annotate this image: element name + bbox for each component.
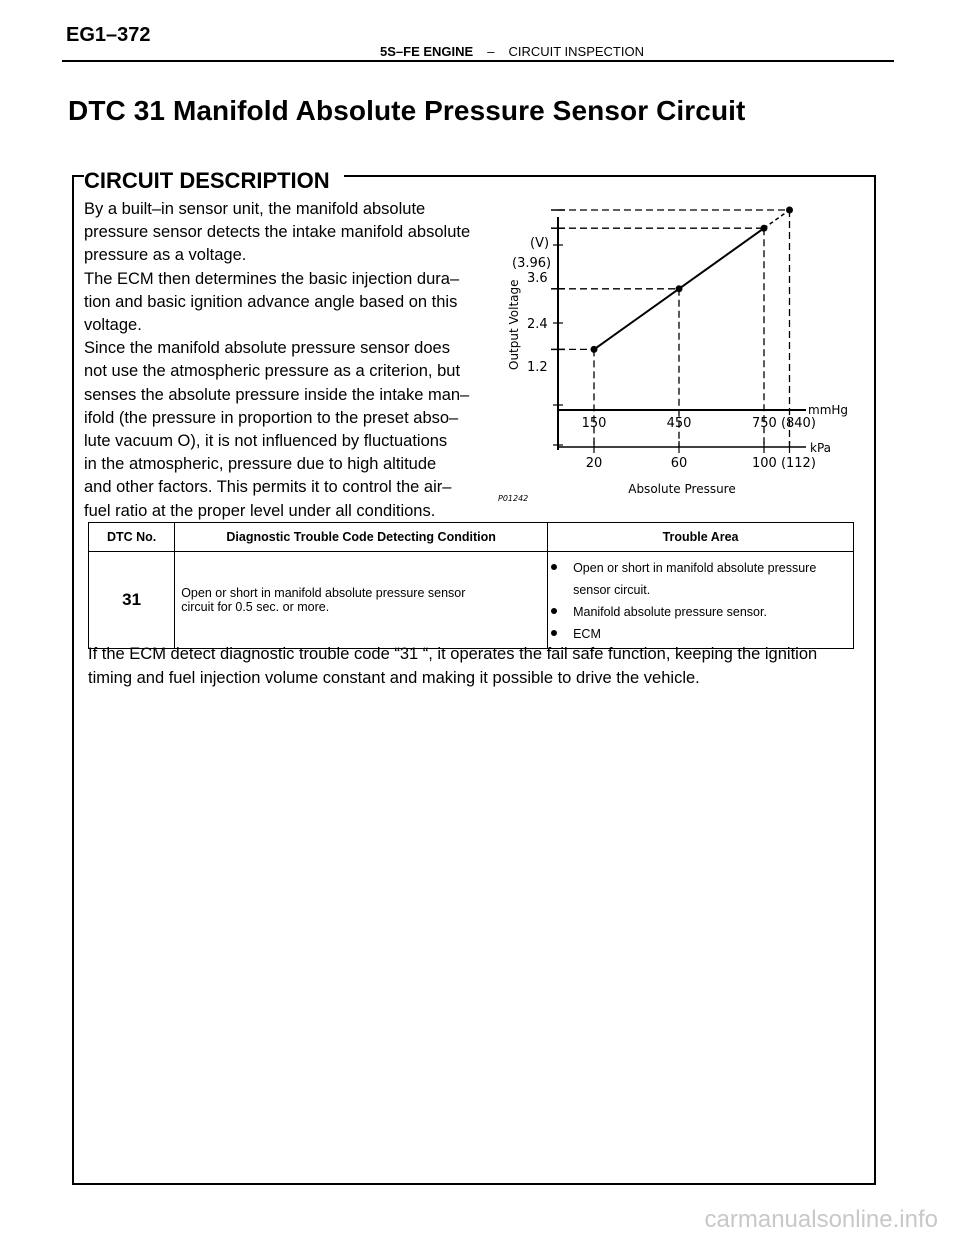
frame-top-left [72,175,84,177]
list-item: ECM [549,623,852,645]
data-point [591,346,598,353]
output-voltage-graph [496,205,876,510]
note-line: If the ECM detect diagnostic trouble code “31 “, it operates the fail safe function, keeping the ignition [88,645,818,663]
y-tick-label: 3.6 [527,271,548,286]
data-point [676,285,683,292]
description-line: Since the manifold absolute pressure sensor does [84,339,450,358]
series-extension-line [764,210,790,228]
description-line: By a built–in sensor unit, the manifold absolute [84,200,426,218]
condition-cell [175,552,548,649]
header-rule [62,60,894,62]
header-dtc-no: DTC No. [89,523,175,552]
x-tick-label-mmhg: 450 [666,416,692,431]
frame-top-right [344,175,874,177]
note-line: timing and fuel injection volume constant and making it possible to drive the vehicle. [88,668,700,687]
list-item: sensor circuit. [573,583,651,597]
description-line: lute vacuum O), it is not influenced by fluctuations [84,432,448,451]
header-condition: Diagnostic Trouble Code Detecting Condition [175,523,548,552]
guide-lines [558,210,790,447]
header-engine: 5S–FE ENGINE [380,44,474,59]
x-tick-label-mmhg: 150 [581,416,607,431]
dtc-code-cell [89,552,175,649]
trouble-area-cell [548,552,854,649]
description-line: and other factors. This permits it to control the air– [84,478,452,497]
description-line: pressure as a voltage. [84,246,247,265]
description-line: pressure sensor detects the intake manifold absolute [84,223,471,242]
x-tick-label-mmhg: 750 (840) [752,416,816,431]
description-line: voltage. [84,316,142,335]
header-trouble-area: Trouble Area [548,523,854,552]
description-line: senses the absolute pressure inside the intake man– [84,385,470,404]
y-unit-label: (V) [530,236,550,251]
header-subtitle [380,44,644,59]
x-unit-mmhg: mmHg [808,403,849,417]
page-title: DTC 31 Manifold Absolute Pressure Sensor Circuit [68,95,746,126]
y-tick-label: (3.96) [512,256,552,271]
x-axis-label: Absolute Pressure [628,482,736,496]
condition-line: Open or short in manifold absolute pressure sensor [181,586,466,600]
description-line: in the atmospheric, pressure due to high altitude [84,455,437,474]
x-unit-kpa: kPa [810,441,831,455]
description-line: tion and basic ignition advance angle based on this [84,292,458,311]
list-item: Manifold absolute pressure sensor. [549,601,852,623]
data-point [786,207,793,214]
condition-line: circuit for 0.5 sec. or more. [181,600,330,614]
page-code: EG1–372 [66,24,151,46]
data-point [761,225,768,232]
figure-code: P01242 [498,494,529,503]
fail-safe-note [88,643,868,690]
dtc-table [88,522,854,649]
watermark: carmanualsonline.info [704,1206,938,1233]
y-tick-label: 1.2 [527,360,548,375]
section-heading: CIRCUIT DESCRIPTION [84,168,330,193]
x-tick-label-kpa: 20 [585,456,603,471]
list-item: Open or short in manifold absolute pressure [549,557,852,579]
circuit-description [84,198,504,523]
description-line: ifold (the pressure in proportion to the preset abso– [84,408,459,427]
trouble-area-list [549,553,852,647]
x-tick-label-kpa: 60 [670,456,688,471]
x-tick-label-kpa: 100 (112) [752,456,816,471]
y-axis-label: Output Voltage [507,279,521,370]
dtc-code: 31 [122,590,142,609]
table-row [89,552,854,649]
table-header-row [89,523,854,552]
header-section: CIRCUIT INSPECTION [508,44,644,59]
y-tick-label: 2.4 [527,317,548,332]
description-line: The ECM then determines the basic injection dura– [84,269,460,288]
header-separator: – [487,44,495,59]
description-line: fuel ratio at the proper level under all conditions. [84,501,436,520]
description-line: not use the atmospheric pressure as a criterion, but [84,362,461,381]
